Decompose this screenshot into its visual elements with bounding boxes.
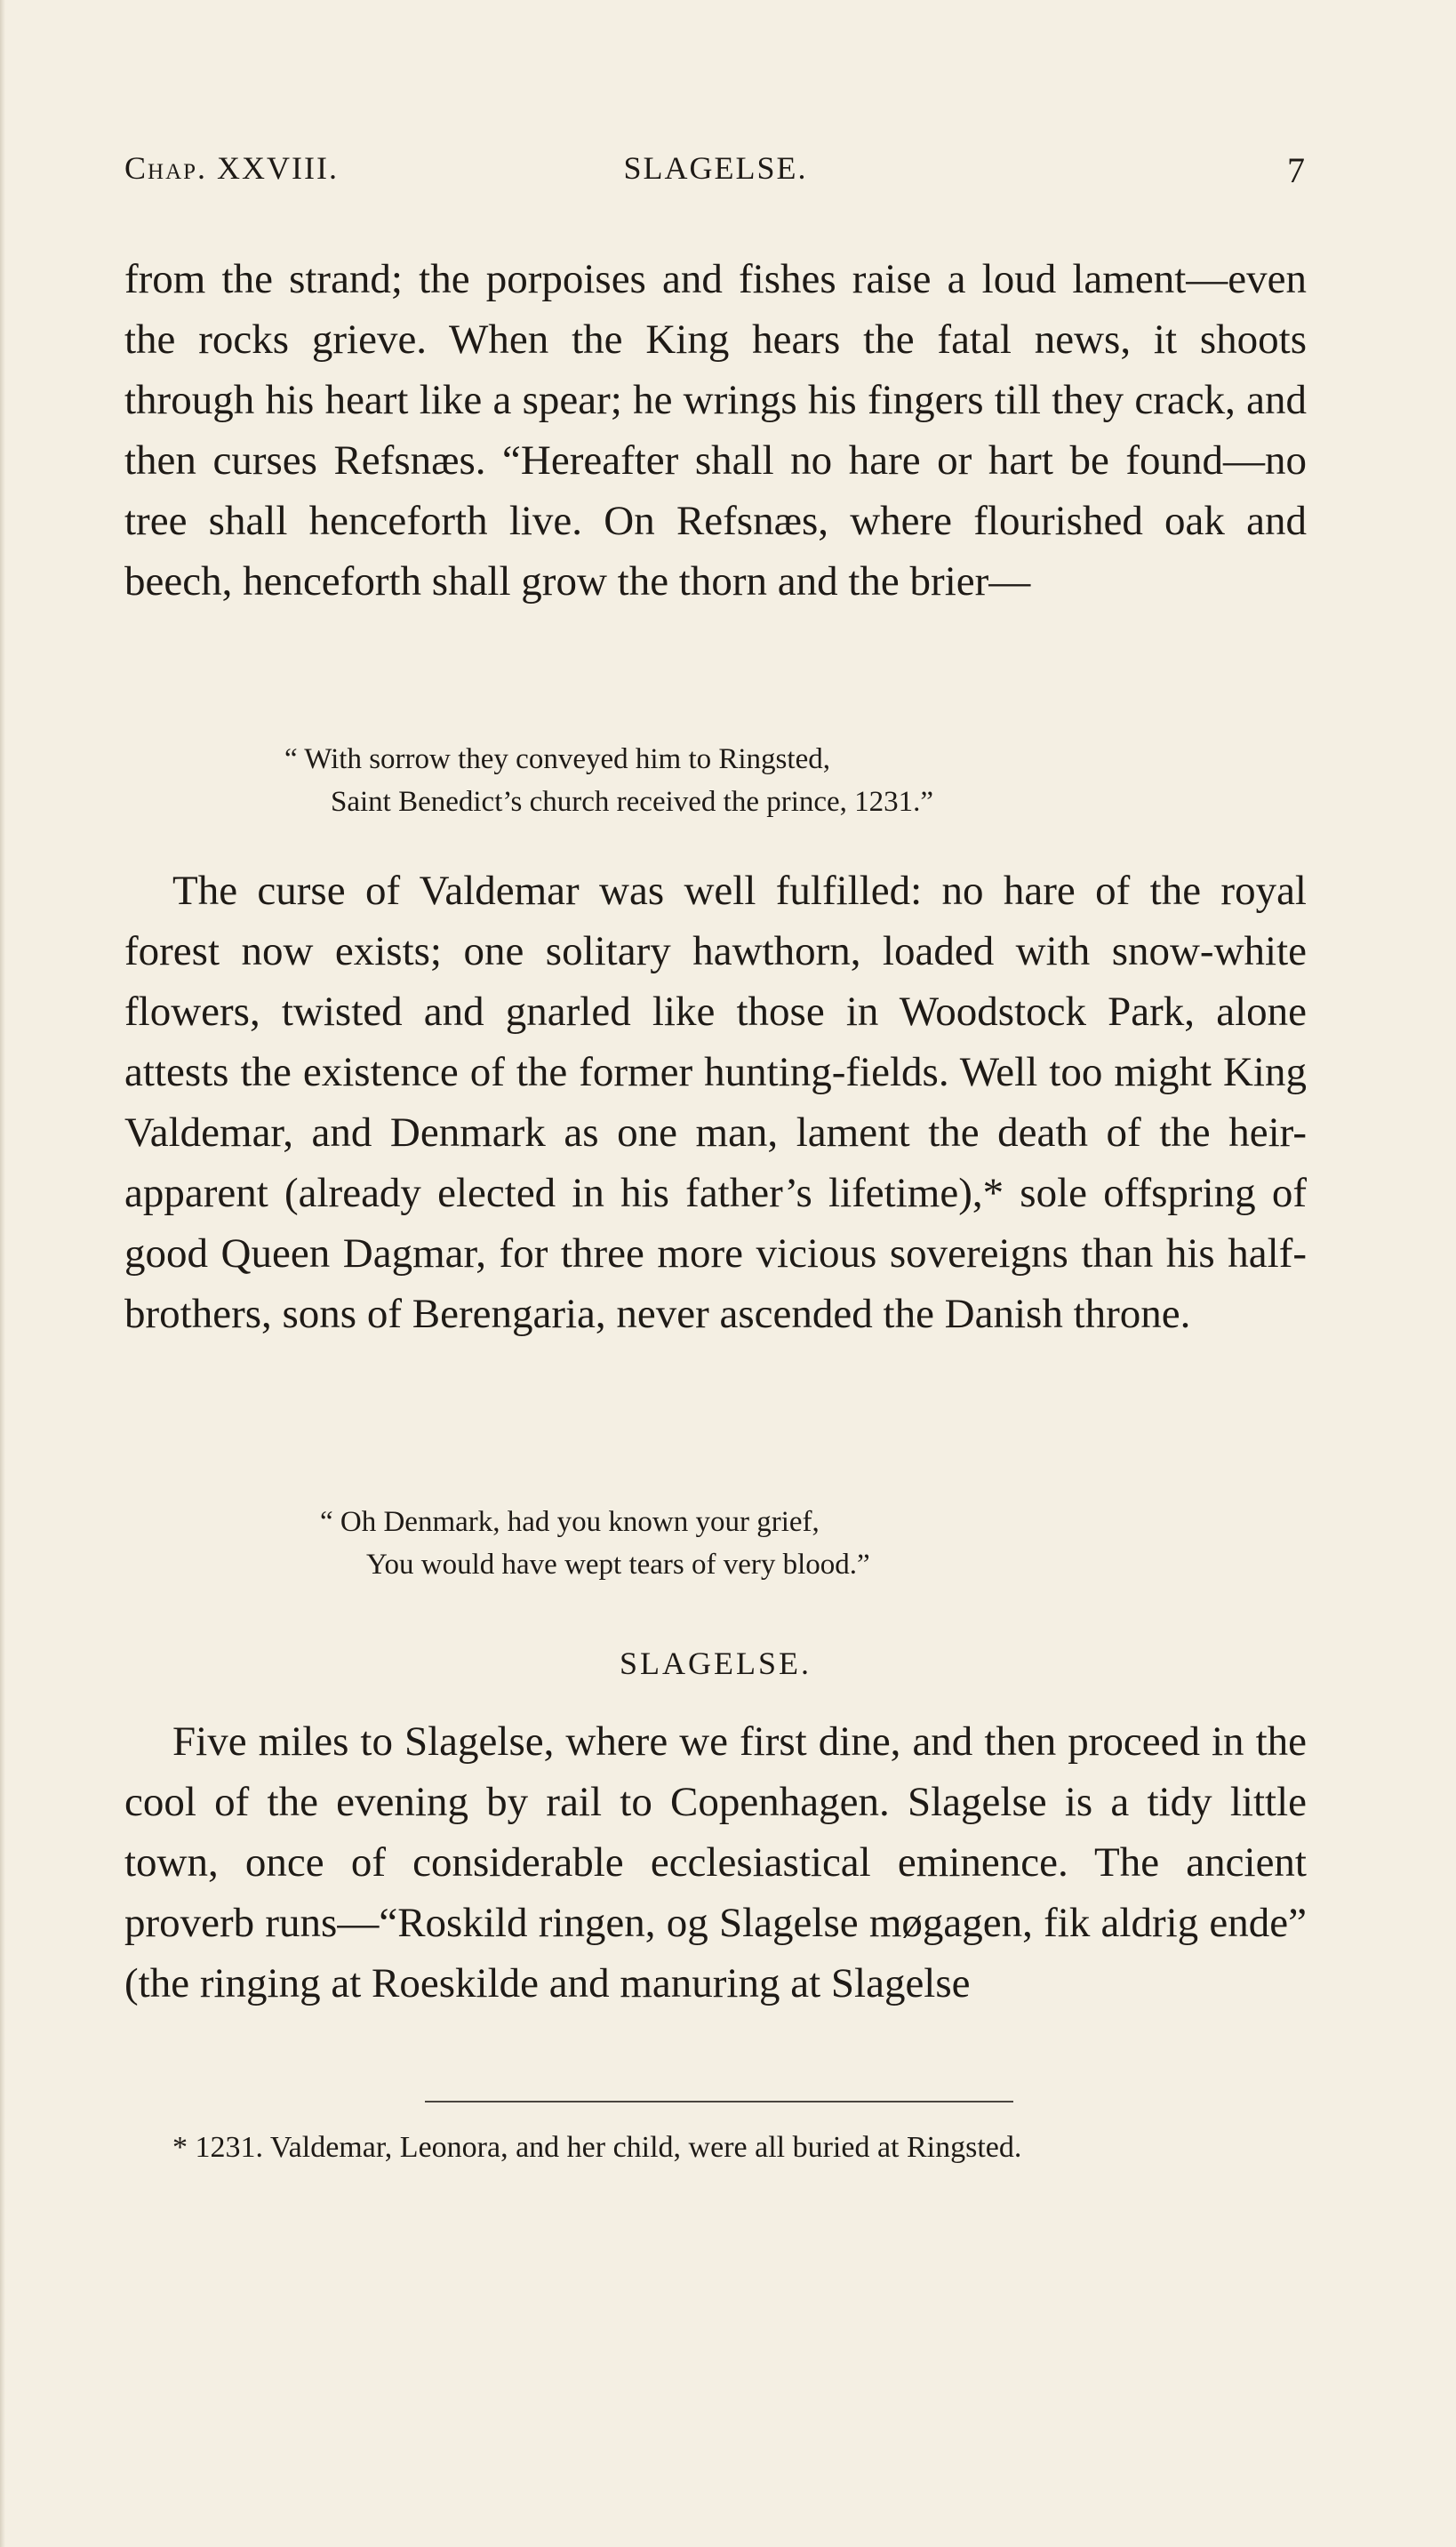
- page-edge: [0, 0, 5, 2547]
- verse-quote-1: [284, 738, 933, 823]
- paragraph-1: from the strand; the porpoises and fishes raise a loud lament—even the rocks grieve. When the King hears the fatal news, it shoots through his heart like a spear; he wrings his fingers till they crack, and then curses Refsnæs. “Hereafter shall no hare or hart be found—no tree shall henceforth live. On Refsnæs, where flourished oak and beech, henceforth shall grow the thorn and the brier—: [124, 256, 1307, 605]
- paragraph-3: Five miles to Slagelse, where we first dine, and then proceed in the cool of the evening by rail to Copenhagen. Slagelse is a tidy little town, once of considerable ecclesiastical eminence. The ancient proverb runs—“Roskild ringen, og Slagelse møgagen, fik aldrig ende” (the ringing at Roeskilde and manuring at Slagelse: [124, 1718, 1307, 2006]
- page-number: 7: [1287, 150, 1307, 190]
- verse-2-line-1: “ Oh Denmark, had you known your grief,: [320, 1506, 820, 1538]
- verse-1-line-2: Saint Benedict’s church received the prince, 1231.”: [331, 786, 934, 818]
- verse-2-line-2: You would have wept tears of very blood.”: [366, 1549, 870, 1581]
- section-heading: SLAGELSE.: [620, 1646, 812, 1681]
- footnote-rule: [425, 2101, 1013, 2102]
- footnote: * 1231. Valdemar, Leonora, and her child, were all buried at Ringsted.: [172, 2131, 1022, 2164]
- verse-quote-2: [320, 1501, 870, 1586]
- paragraph-2: The curse of Valdemar was well fulfilled: no hare of the royal forest now exists; one solitary hawthorn, loaded with snow-white flowers, twisted and gnarled like those in Woodstock Park, alone attests the existence of the former hunting-fields. Well too might King Valdemar, and Denmark as one man, lament the death of the heir-apparent (already elected in his father’s lifetime),* sole offspring of good Queen Dagmar, for three more vicious sovereigns than his half-brothers, sons of Berengaria, never ascended the Danish throne.: [124, 868, 1307, 1337]
- verse-1-line-1: “ With sorrow they conveyed him to Ringsted,: [284, 743, 830, 775]
- page-header: [124, 149, 1307, 194]
- chapter-label: Chap. XXVIII.: [124, 150, 339, 186]
- running-title: SLAGELSE.: [623, 150, 808, 186]
